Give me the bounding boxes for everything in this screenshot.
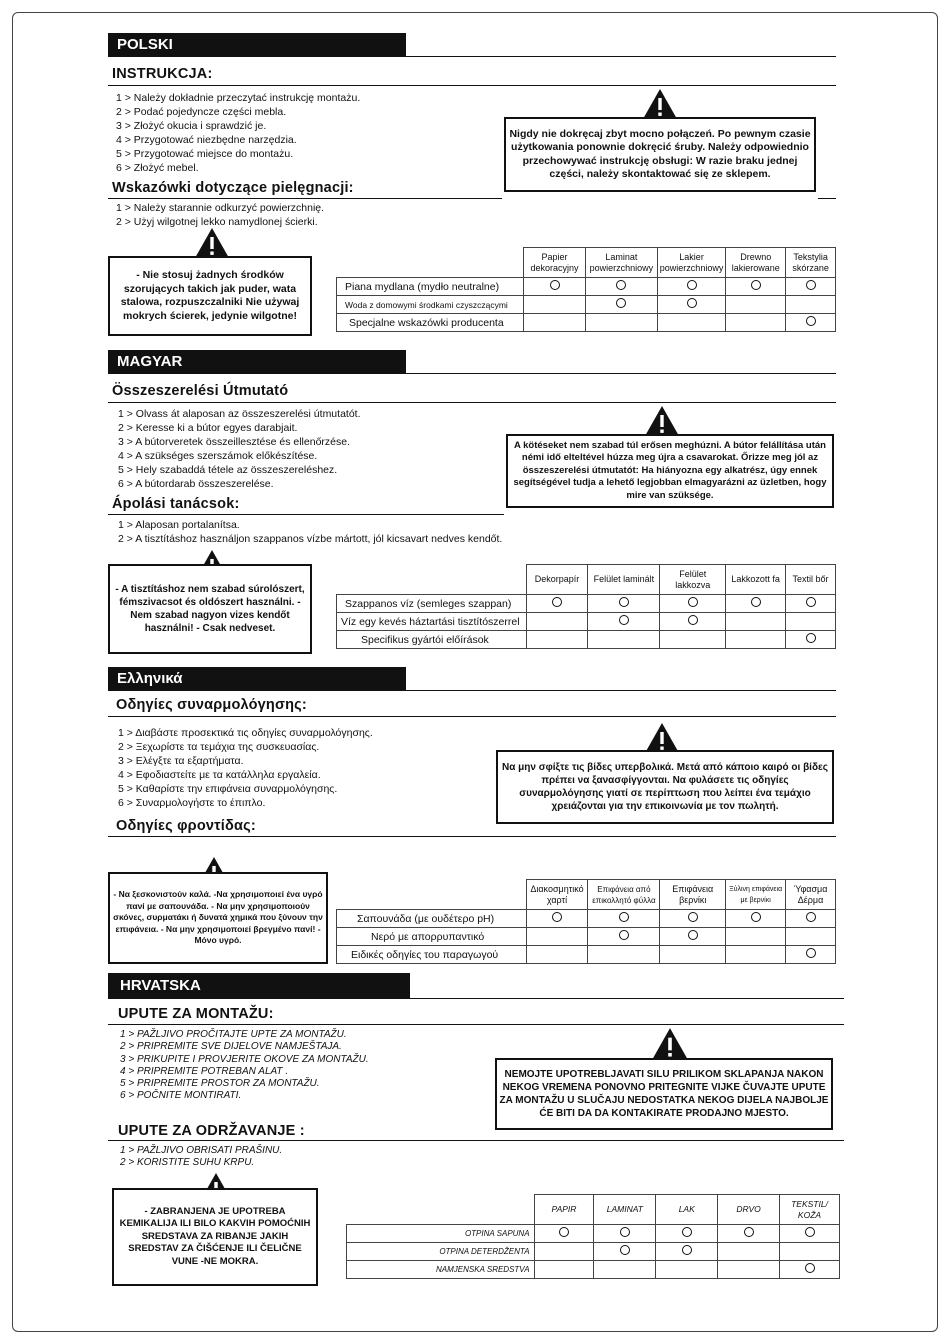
table-cell xyxy=(526,910,588,928)
table-cell xyxy=(524,296,586,314)
care-heading: Ápolási tanácsok: xyxy=(112,496,240,512)
table-cell xyxy=(534,1225,594,1243)
circle-mark-icon xyxy=(682,1245,692,1255)
divider xyxy=(406,690,836,691)
row-label: Piana mydlana (mydło neutralne) xyxy=(337,278,524,296)
table-cell xyxy=(780,1261,840,1279)
circle-mark-icon xyxy=(688,930,698,940)
table-cell xyxy=(585,314,657,332)
assembly-warning: Nigdy nie dokręcaj zbyt mocno połączeń. Po pewnym czasie użytkowania ponownie dokręcić śruby. Należy odpowiednio przechowywać instrukcję obsługi: W razie braku jednej części, należy skontaktować się ze sklepem. xyxy=(504,117,816,192)
care-heading: UPUTE ZA ODRŽAVANJE : xyxy=(118,1123,305,1139)
column-header: Επιφάνεια από επικολλητό φύλλα xyxy=(588,880,660,910)
row-label: OTPINA SAPUNA xyxy=(347,1225,535,1243)
care-table xyxy=(336,564,836,649)
row-label: Νερό με απορρυπαντικό xyxy=(337,928,527,946)
table-cell xyxy=(726,946,786,964)
row-label: Σαπουνάδα (με ουδέτερο pH) xyxy=(337,910,527,928)
divider xyxy=(108,1140,844,1141)
table-cell xyxy=(786,296,836,314)
assembly-heading: UPUTE ZA MONTAŽU: xyxy=(118,1006,274,1022)
circle-mark-icon xyxy=(616,298,626,308)
divider xyxy=(108,514,504,515)
table-row xyxy=(337,946,836,964)
list-item: 3 > Złożyć okucia i sprawdzić je. xyxy=(116,120,267,132)
list-item: 3 > Ελέγξτε τα εξαρτήματα. xyxy=(118,755,244,767)
circle-mark-icon xyxy=(751,280,761,290)
circle-mark-icon xyxy=(559,1227,569,1237)
table-cell xyxy=(718,1261,780,1279)
table-row xyxy=(347,1225,840,1243)
divider xyxy=(818,198,836,199)
table-cell xyxy=(780,1225,840,1243)
divider xyxy=(406,56,836,57)
column-header: Lakier powierzchniowy xyxy=(657,248,726,278)
care-steps xyxy=(116,201,324,229)
section-title: MAGYAR xyxy=(108,350,406,374)
divider xyxy=(108,198,502,199)
table-cell xyxy=(588,910,660,928)
circle-mark-icon xyxy=(620,1245,630,1255)
column-header: Textil bőr xyxy=(786,565,836,595)
column-header: Διακοσμητικό χαρτί xyxy=(526,880,588,910)
list-item: 1 > Olvass át alaposan az összeszerelési útmutatót. xyxy=(118,408,361,420)
list-item: 5 > PRIPREMITE PROSTOR ZA MONTAŽU. xyxy=(120,1078,320,1090)
assembly-warning: A kötéseket nem szabad túl erősen meghúzni. A bútor felállítása után némi idő elteltével húzza meg újra a csavarokat. Őrizze meg jól az összeszerelési útmutatót: Ha hiányozna egy alkatrész, úgy ennek segítségével tudja a lehető legjobban elmagyarázni az üzletben, hogy mire van szüksége. xyxy=(506,434,834,508)
table-cell xyxy=(526,946,588,964)
assembly-steps xyxy=(116,91,360,175)
circle-mark-icon xyxy=(688,597,698,607)
list-item: 4 > Przygotować niezbędne narzędzia. xyxy=(116,134,297,146)
warning-icon xyxy=(651,1027,689,1061)
column-header: TEKSTIL/ KOŽA xyxy=(780,1195,840,1225)
care-steps xyxy=(118,518,502,546)
circle-mark-icon xyxy=(806,633,816,643)
circle-mark-icon xyxy=(744,1227,754,1237)
list-item: 5 > Przygotować miejsce do montażu. xyxy=(116,148,294,160)
section-title: Ελληνικά xyxy=(108,667,406,691)
table-cell xyxy=(534,1243,594,1261)
list-item: 4 > Εφοδιαστείτε με τα κατάλληλα εργαλεία. xyxy=(118,769,321,781)
list-item: 1 > Διαβάστε προσεκτικά τις οδηγίες συναρμολόγησης. xyxy=(118,727,373,739)
column-header: LAMINAT xyxy=(594,1195,656,1225)
table-cell xyxy=(588,613,660,631)
assembly-steps xyxy=(120,1029,369,1103)
care-table xyxy=(336,879,836,964)
circle-mark-icon xyxy=(552,912,562,922)
list-item: 4 > A szükséges szerszámok előkészítése. xyxy=(118,450,318,462)
table-row xyxy=(337,278,836,296)
table-cell xyxy=(656,1243,718,1261)
list-item: 2 > Keresse ki a bútor egyes darabjait. xyxy=(118,422,298,434)
table-row xyxy=(347,1243,840,1261)
table-cell xyxy=(786,946,836,964)
care-warning: - A tisztításhoz nem szabad súrolószert, fémszivacsot és oldószert használni. - Nem szabad nagyon vizes kendőt használni! - Csak nedveset. xyxy=(108,564,312,654)
column-header: Laminat powierzchniowy xyxy=(585,248,657,278)
circle-mark-icon xyxy=(619,930,629,940)
table-cell xyxy=(588,631,660,649)
table-cell xyxy=(660,631,726,649)
warning-icon xyxy=(644,405,680,437)
circle-mark-icon xyxy=(550,280,560,290)
care-steps xyxy=(120,1145,282,1170)
divider xyxy=(108,836,836,837)
column-header: Tekstylia skórzane xyxy=(786,248,836,278)
list-item: 6 > A bútordarab összeszerelése. xyxy=(118,478,274,490)
circle-mark-icon xyxy=(552,597,562,607)
column-header: DRVO xyxy=(718,1195,780,1225)
divider xyxy=(108,1024,844,1025)
warning-icon xyxy=(642,88,678,120)
circle-mark-icon xyxy=(682,1227,692,1237)
table-cell xyxy=(726,314,786,332)
care-heading: Οδηγίες φροντίδας: xyxy=(116,818,256,834)
warning-icon xyxy=(194,227,230,259)
table-cell xyxy=(526,595,588,613)
list-item: 2 > Ξεχωρίστε τα τεμάχια της συσκευασίας. xyxy=(118,741,320,753)
table-cell xyxy=(526,613,588,631)
list-item: 5 > Hely szabaddá tétele az összeszereléshez. xyxy=(118,464,338,476)
table-row xyxy=(337,928,836,946)
list-item: 2 > PRIPREMITE SVE DIJELOVE NAMJEŠTAJA. xyxy=(120,1041,342,1053)
list-item: 2 > A tisztításhoz használjon szappanos vízbe mártott, jól kicsavart nedves kendőt. xyxy=(118,533,503,545)
divider xyxy=(410,998,844,999)
table-cell xyxy=(656,1225,718,1243)
circle-mark-icon xyxy=(805,1227,815,1237)
care-warning: - Nie stosuj żadnych środków szorujących takich jak puder, wata stalowa, rozpuszczalniki Nie używaj mokrych ścierek, jedynie wilgotne! xyxy=(108,256,312,336)
table-cell xyxy=(585,278,657,296)
table-cell xyxy=(660,910,726,928)
circle-mark-icon xyxy=(806,948,816,958)
divider xyxy=(406,373,836,374)
row-label: OTPINA DETERDŽENTA xyxy=(347,1243,535,1261)
table-cell xyxy=(594,1261,656,1279)
row-label: Ειδικές οδηγίες του παραγωγού xyxy=(337,946,527,964)
care-warning: - ZABRANJENA JE UPOTREBA KEMIKALIJA ILI BILO KAKVIH POMOĆNIH SREDSTAVA ZA RIBANJE JAKIH SREDSTAV ZA ČIŠĆENJE ILI ČELIČNE VUNE -NE MOKRA. xyxy=(112,1188,318,1286)
circle-mark-icon xyxy=(806,280,816,290)
assembly-heading: INSTRUKCJA: xyxy=(112,66,213,82)
row-label: Víz egy kevés háztartási tisztítószerrel xyxy=(337,613,527,631)
list-item: 4 > PRIPREMITE POTREBAN ALAT . xyxy=(120,1065,289,1077)
table-cell xyxy=(660,928,726,946)
table-cell xyxy=(786,910,836,928)
table-cell xyxy=(588,595,660,613)
column-header: PAPIR xyxy=(534,1195,594,1225)
assembly-heading: Összeszerelési Útmutató xyxy=(112,383,289,399)
table-cell xyxy=(657,296,726,314)
table-cell xyxy=(660,595,726,613)
table-cell xyxy=(786,928,836,946)
table-row xyxy=(337,595,836,613)
table-cell xyxy=(726,595,786,613)
list-item: 2 > KORISTITE SUHU KRPU. xyxy=(120,1157,255,1169)
assembly-steps xyxy=(118,407,361,491)
list-item: 6 > Συναρμολογήστε το έπιπλο. xyxy=(118,797,266,809)
table-row xyxy=(337,613,836,631)
circle-mark-icon xyxy=(688,912,698,922)
assembly-heading: Οδηγίες συναρμολόγησης: xyxy=(116,697,307,713)
table-cell xyxy=(726,278,786,296)
column-header: Papier dekoracyjny xyxy=(524,248,586,278)
list-item: 3 > A bútorveretek összeillesztése és ellenőrzése. xyxy=(118,436,351,448)
circle-mark-icon xyxy=(806,597,816,607)
table-cell xyxy=(726,296,786,314)
row-label: Specjalne wskazówki producenta xyxy=(337,314,524,332)
list-item: 5 > Καθαρίστε την επιφάνεια συναρμολόγησης. xyxy=(118,783,338,795)
table-cell xyxy=(786,613,836,631)
list-item: 2 > Podać pojedyncze części mebla. xyxy=(116,106,287,118)
circle-mark-icon xyxy=(619,615,629,625)
circle-mark-icon xyxy=(751,912,761,922)
list-item: 6 > POČNITE MONTIRATI. xyxy=(120,1090,242,1102)
section-title: HRVATSKA xyxy=(108,973,410,999)
table-cell xyxy=(726,910,786,928)
table-row xyxy=(337,296,836,314)
assembly-warning: NEMOJTE UPOTREBLJAVATI SILU PRILIKOM SKLAPANJA NAKON NEKOG VREMENA PONOVNO PRITEGNITE VIJKE ČUVAJTE UPUTE ZA MONTAŽU U SLUČAJU NEDOSTATKA NEKOG DIJELA NAJBOLJE ĆE BITI DA DA KONTAKIRATE PRODAJNO MJESTO. xyxy=(495,1058,833,1130)
circle-mark-icon xyxy=(806,912,816,922)
column-header: Dekorpapír xyxy=(526,565,588,595)
circle-mark-icon xyxy=(687,298,697,308)
column-header: LAK xyxy=(656,1195,718,1225)
column-header: Επιφάνεια βερνίκι xyxy=(660,880,726,910)
table-row xyxy=(337,314,836,332)
list-item: 1 > PAŽLJIVO OBRISATI PRAŠINU. xyxy=(120,1145,283,1156)
table-cell xyxy=(594,1243,656,1261)
care-warning: - Να ξεσκονιστούν καλά. -Να χρησιμοποιεί ένα υγρό πανί με σαπουνάδα. - Να μην χρησιμοποιούν σκόνες, συρματάκι ή δυνατά χημικά που ξύνουν την επιφάνεια. - Να μην χρησιμοποιεί βρεγμένο πανί! - Μόνο υγρό. xyxy=(108,872,328,964)
table-cell xyxy=(585,296,657,314)
table-cell xyxy=(786,278,836,296)
row-label: Szappanos víz (semleges szappan) xyxy=(337,595,527,613)
table-cell xyxy=(594,1225,656,1243)
table-cell xyxy=(524,314,586,332)
table-cell xyxy=(660,613,726,631)
table-cell xyxy=(780,1243,840,1261)
table-cell xyxy=(657,314,726,332)
row-label: Woda z domowymi środkami czyszczącymi xyxy=(337,296,524,314)
table-cell xyxy=(526,631,588,649)
table-cell xyxy=(786,631,836,649)
table-row xyxy=(337,910,836,928)
list-item: 1 > Należy dokładnie przeczytać instrukcję montażu. xyxy=(116,92,361,104)
table-cell xyxy=(786,314,836,332)
care-table xyxy=(346,1194,840,1279)
table-cell xyxy=(786,595,836,613)
table-cell xyxy=(534,1261,594,1279)
circle-mark-icon xyxy=(616,280,626,290)
table-cell xyxy=(660,946,726,964)
list-item: 6 > Złożyć mebel. xyxy=(116,162,199,174)
list-item: 2 > Użyj wilgotnej lekko namydlonej ścierki. xyxy=(116,216,318,228)
list-item: 3 > PRIKUPITE I PROVJERITE OKOVE ZA MONTAŽU. xyxy=(120,1053,369,1065)
row-label: Specifikus gyártói előírások xyxy=(337,631,527,649)
circle-mark-icon xyxy=(751,597,761,607)
circle-mark-icon xyxy=(688,615,698,625)
circle-mark-icon xyxy=(619,912,629,922)
divider xyxy=(108,85,836,86)
list-item: 1 > Alaposan portalanítsa. xyxy=(118,519,240,531)
table-cell xyxy=(657,278,726,296)
table-cell xyxy=(726,613,786,631)
table-cell xyxy=(656,1261,718,1279)
divider xyxy=(108,716,836,717)
column-header: Ύφασμα Δέρμα xyxy=(786,880,836,910)
table-cell xyxy=(526,928,588,946)
care-heading: Wskazówki dotyczące pielęgnacji: xyxy=(112,180,354,196)
table-row xyxy=(337,631,836,649)
table-cell xyxy=(524,278,586,296)
list-item: 1 > PAŽLJIVO PROČITAJTE UPTE ZA MONTAŽU. xyxy=(120,1029,347,1040)
row-label: NAMJENSKA SREDSTVA xyxy=(347,1261,535,1279)
table-cell xyxy=(726,928,786,946)
list-item: 1 > Należy starannie odkurzyć powierzchnię. xyxy=(116,202,325,214)
circle-mark-icon xyxy=(619,597,629,607)
table-cell xyxy=(726,631,786,649)
table-cell xyxy=(718,1225,780,1243)
table-cell xyxy=(718,1243,780,1261)
column-header: Lakkozott fa xyxy=(726,565,786,595)
table-cell xyxy=(588,946,660,964)
column-header: Drewno lakierowane xyxy=(726,248,786,278)
column-header: Ξύλινη επιφάνεια με βερνίκι xyxy=(726,880,786,910)
section-title: POLSKI xyxy=(108,33,406,57)
table-row xyxy=(347,1261,840,1279)
column-header: Felület lakkozva xyxy=(660,565,726,595)
divider xyxy=(108,402,836,403)
care-table xyxy=(336,247,836,332)
circle-mark-icon xyxy=(805,1263,815,1273)
assembly-steps xyxy=(118,726,373,810)
table-cell xyxy=(588,928,660,946)
column-header: Felület laminált xyxy=(588,565,660,595)
circle-mark-icon xyxy=(806,316,816,326)
circle-mark-icon xyxy=(620,1227,630,1237)
circle-mark-icon xyxy=(687,280,697,290)
assembly-warning: Να μην σφίξτε τις βίδες υπερβολικά. Μετά από κάποιο καιρό οι βίδες πρέπει να ξανασφίγγονται. Να φυλάσετε τις οδηγίες συναρμολόγησης γιατί σε περίπτωση που λείπει ένα τεμάχιο χρειάζονται για την επικοινωνία με τον πωλητή. xyxy=(496,750,834,824)
